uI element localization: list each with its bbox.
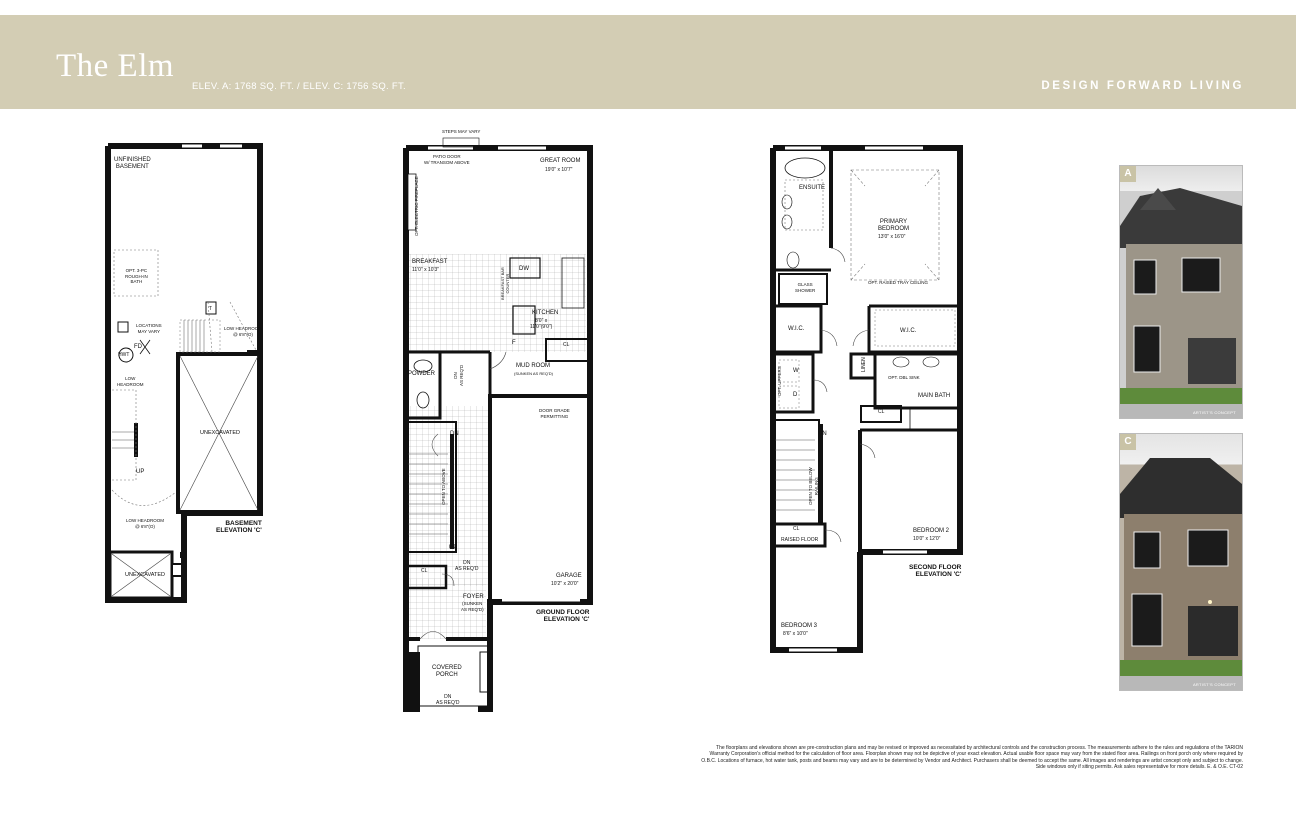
- elevation-c-caption: ARTIST'S CONCEPT: [1192, 682, 1236, 687]
- ground-powder-label: POWDER: [408, 371, 435, 377]
- second-washer-label: W: [793, 368, 799, 374]
- ground-foyer-note: (SUNKEN AS REQ'D): [461, 601, 484, 612]
- basement-toilet-label: T: [209, 306, 213, 312]
- second-stair-dn-label: DN: [818, 431, 827, 437]
- ground-foyer-label: FOYER: [463, 594, 484, 600]
- basement-hwt-label: HWT: [118, 352, 130, 358]
- ground-covered-porch-label: COVERED PORCH: [432, 665, 462, 678]
- second-ensuite-label: ENSUITE: [799, 185, 826, 191]
- second-tray-ceiling-label: OPT. RAISED TRAY CEILING: [868, 280, 929, 285]
- basement-rough-in-label: OPT. 3-PC ROUGH-IN BATH: [125, 268, 148, 284]
- ground-fridge-label: F: [512, 340, 516, 346]
- ground-dn-label: DN AS REQ'D: [453, 364, 464, 386]
- second-closet-label: CL: [793, 526, 800, 532]
- elevation-c-image: [1119, 433, 1243, 691]
- elevation-a-caption: ARTIST'S CONCEPT: [1192, 410, 1236, 415]
- legal-disclaimer: The floorplans and elevations shown are pre-construction plans and may be revised or improved as necessitated by architectural controls and the construction process. The measurements adhere to the rules and regulations of the TARION Warranty Corporation's official method for the calculation of floor area. Floorplan shown may not be depictive of your exact elevation. Actual usable floor space may vary from the stated floor area. Railings on front porch only where required by O.B.C. Locations of furnace, hot water tank, posts and beams may vary and are to be determined by Vendor and Architect. Purchasers shall be deemed to accept the same. All images and renderings are artist concept only and subject to change. Side windows only if siting permits. Ask sales representative for more details. E. & O.E. CT-02: [701, 745, 1243, 771]
- second-opt-uppers-label: OPT. UPPERS: [777, 366, 782, 396]
- ground-dishwasher-label: DW: [519, 266, 529, 272]
- second-bedroom2-label: BEDROOM 2: [913, 528, 950, 534]
- ground-kitchen-label: KITCHEN: [532, 310, 559, 316]
- ground-breakfast-label: BREAKFAST: [412, 259, 448, 265]
- ground-great-room-label: GREAT ROOM: [540, 158, 581, 164]
- ground-floorplan: [398, 134, 598, 714]
- ground-dn-as-reqd-label: DN AS REQ'D: [455, 560, 479, 572]
- elevation-c-tag: C: [1120, 434, 1136, 450]
- ground-kitchen-dim: 8'0" x 11'0"(9'0"): [530, 318, 553, 330]
- basement-unexcavated-label: UNEXCAVATED: [200, 430, 241, 436]
- ground-mud-room-label: MUD ROOM: [516, 363, 550, 369]
- second-wic-label: W.I.C.: [900, 328, 917, 334]
- second-closet-label: CL: [878, 409, 885, 415]
- basement-locations-label: LOCATIONS MAY VARY: [136, 323, 162, 334]
- second-floorplan: [765, 140, 975, 660]
- ground-great-room-dim: 19'0" x 10'7": [545, 167, 573, 173]
- basement-fd-label: FD: [134, 344, 142, 350]
- brand-tagline: DESIGN FORWARD LIVING: [1041, 80, 1244, 92]
- second-bedroom3-label: BEDROOM 3: [781, 623, 818, 629]
- basement-floorplan: [100, 140, 270, 610]
- elevation-a-tag: A: [1120, 166, 1136, 182]
- ground-fireplace-label: OPT. ELECTRIC FIREPLACE: [414, 176, 419, 236]
- ground-garage-dim: 10'2" x 20'0": [551, 581, 579, 587]
- ground-mud-room-note: (SUNKEN AS REQ'D): [514, 371, 553, 376]
- ground-door-grade-label: DOOR GRADE PERMITTING: [539, 408, 570, 419]
- basement-up-label: UP: [136, 469, 145, 475]
- ground-steps-label: STEPS MAY VARY: [442, 129, 481, 134]
- basement-low-headroom-label: LOW HEADROOM @ 6'8"(O): [224, 326, 263, 337]
- ground-breakfast-bar-label: BREAKFAST BAR COUNTER: [500, 267, 510, 300]
- ground-breakfast-dim: 11'0" x 10'3": [412, 267, 440, 273]
- ground-open-to-above-label: OPEN TO ABOVE: [441, 468, 446, 505]
- plan-title: The Elm: [56, 48, 175, 84]
- elevation-a-image: [1119, 165, 1243, 419]
- ground-closet-label: CL: [421, 568, 428, 574]
- ground-stair-up-label: UP: [449, 545, 458, 551]
- second-raised-floor-label: RAISED FLOOR: [781, 537, 819, 543]
- ground-closet-label: CL: [563, 342, 570, 348]
- second-linen-label: LINEN: [861, 357, 867, 372]
- basement-caption: BASEMENT ELEVATION 'C': [216, 520, 262, 534]
- basement-low-headroom-label: LOW HEADROOM @ 6'8"(O): [126, 518, 165, 529]
- ground-patio-door-label: PATIO DOOR W/ TRANSOM ABOVE: [424, 154, 470, 165]
- second-bedroom2-dim: 10'0" x 12'0": [913, 536, 941, 542]
- second-wic-label: W.I.C.: [788, 326, 805, 332]
- plan-square-footage: ELEV. A: 1768 SQ. FT. / ELEV. C: 1756 SQ. FT.: [192, 81, 406, 92]
- basement-unexcavated-label: UNEXCAVATED: [125, 572, 166, 578]
- second-dryer-label: D: [793, 392, 798, 398]
- second-dbl-sink-label: OPT. DBL SINK: [888, 375, 920, 380]
- basement-low-headroom-label: LOW HEADROOM: [117, 376, 144, 387]
- ground-porch-dn-label: DN AS REQ'D: [436, 694, 460, 706]
- second-caption: SECOND FLOOR ELEVATION 'C': [909, 564, 962, 578]
- second-bedroom3-dim: 8'6" x 10'0": [783, 631, 808, 637]
- second-primary-dim: 13'0" x 16'0": [878, 234, 906, 240]
- second-glass-shower-label: GLASS SHOWER: [795, 282, 816, 293]
- basement-unfinished-label: UNFINISHED BASEMENT: [114, 157, 151, 170]
- second-main-bath-label: MAIN BATH: [918, 393, 951, 399]
- second-primary-label: PRIMARY BEDROOM: [878, 219, 910, 232]
- second-open-below-label: OPEN TO BELOW RAILING: [808, 467, 819, 505]
- header-band: [0, 15, 1296, 109]
- ground-stair-dn-label: DN: [450, 431, 459, 437]
- ground-caption: GROUND FLOOR ELEVATION 'C': [536, 609, 590, 623]
- ground-garage-label: GARAGE: [556, 573, 582, 579]
